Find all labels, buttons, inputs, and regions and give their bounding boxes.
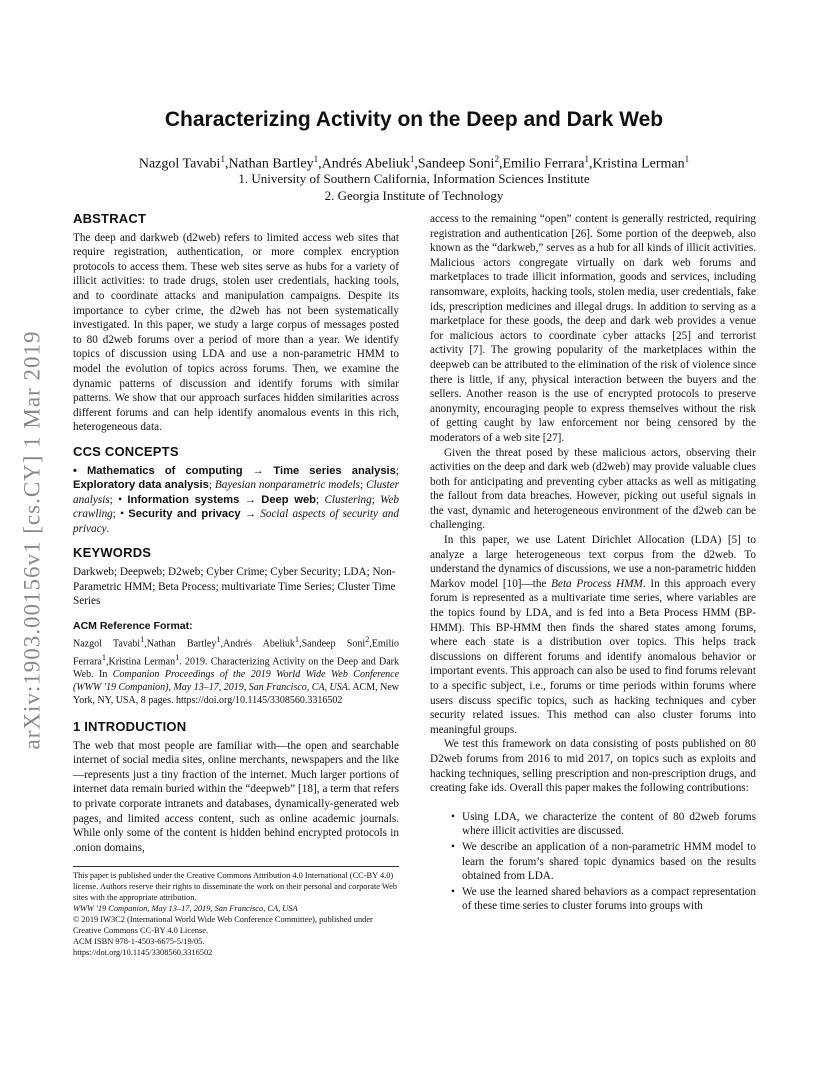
- ccs-sep: ;: [360, 479, 367, 492]
- ref-part: ,Emilio Ferrara: [73, 638, 400, 668]
- body-paragraph: access to the remaining “open” content is generally restricted, requiring registration and authentication [26]. Some portion of the deepweb, also known as the “darkweb,” serves as a hub for all kinds of illicit activities. Malicious actors congregate virtually on dark web forums and marketplaces to trade illicit information, goods and services, including ransomware, exploits, hacking tools, stolen media, user credentials, fake ids, prescription medicines and illegal drugs. In addition to serving as a marketplace for these goods, the deep and dark web provides a venue for malicious actors to coordinate cyber attacks [25] and terrorist activity [7]. The growing popularity of the marketplaces within the deepweb can be attributed to the elimination of the risk of violence since there is little, if any, physical interaction between the buyers and the sellers. Another reason is the use of encrypted protocols to preserve anonymity, encouraging people to express themselves without the risk of getting caught by law enforcement nor being censored by the moderators of a web site [27].: [430, 213, 756, 444]
- doi-note: https://doi.org/10.1145/3308560.3316502: [73, 948, 213, 957]
- list-item-text: We use the learned shared behaviors as a compact representation of these time series to cluster forums into groups with: [462, 885, 756, 913]
- list-item-text: Using LDA, we characterize the content of 80 d2web forums where illicit activities are discussed.: [462, 810, 756, 838]
- affil-mark: 1: [313, 154, 319, 164]
- ccs-term: Deep web: [261, 493, 317, 506]
- keywords-heading: KEYWORDS: [73, 545, 152, 561]
- ccs-sep: ;: [208, 479, 215, 492]
- affil-mark: 1: [684, 154, 690, 164]
- ref-part: ,Andrés Abeliuk: [220, 638, 295, 650]
- bullet-glyph: •: [451, 810, 455, 823]
- ref-part: ,Nathan Bartley: [144, 638, 217, 650]
- author-name: Emilio Ferrara: [502, 156, 585, 172]
- text-run: In this paper, we use Latent Dirichlet Allocation (LDA) [5] to analyze a large heterogeneous text corpus from the d2web. To understand the dynamics of discussions, we use a non-parametric hidden Markov model [10]—the: [430, 534, 756, 590]
- ref-mark: 2: [365, 635, 370, 645]
- ccs-arrow: →: [240, 508, 261, 521]
- acm-ref-heading: ACM Reference Format:: [73, 619, 193, 632]
- copyright-note: © 2019 IW3C2 (International World Wide Web Conference Committee), published under Creative Commons CC-BY 4.0 License.: [73, 915, 373, 935]
- keywords-text: Darkweb; Deepweb; D2web; Cyber Crime; Cyber Security; LDA; Non-Parametric HMM; Beta Process; multivariate Time Series; Cluster Time Series: [73, 566, 396, 608]
- body-paragraph: Given the threat posed by these malicious actors, observing their activities on the deep and dark web (d2web) may provide valuable clues both for anticipating and preventing cyber attacks as well as mitigating the fallout from data breaches. However, picking out useful signals in the vast, dynamic and heterogeneous environment of the d2web can be challenging.: [430, 446, 756, 532]
- ccs-arrow: →: [239, 493, 262, 506]
- abstract-text: The deep and darkweb (d2web) refers to limited access web sites that require registration, authentication, or more complex encryption protocols to access them. These web sites serve as hubs for a variety of illicit activities: to trade drugs, stolen user credentials, hacking tools, and to coordinate attacks and manipulation campaigns. Despite its importance to cyber crime, the d2web has not been systematically investigated. In this paper, we study a large corpus of messages posted to 80 d2web forums over a period of more than a year. We identify topics of discussion using LDA and use a non-parametric HMM to model the evolution of topics across forums. Then, we examine the dynamic patterns of discussion and identify forums with similar patterns. We show that our approach surfaces hidden similarities across different forums and can help identify anomalous events in this rich, heterogeneous data.: [73, 231, 399, 434]
- ccs-heading: CCS CONCEPTS: [73, 443, 179, 459]
- affil-mark: 1: [409, 154, 415, 164]
- ccs-term: • Mathematics of computing: [73, 464, 243, 477]
- ccs-sep: .: [106, 522, 110, 535]
- bullet-glyph: •: [451, 885, 455, 898]
- affil-mark: 1: [220, 154, 225, 164]
- list-item: [430, 810, 756, 839]
- ccs-sep: ; •: [112, 508, 129, 521]
- affiliation-1: 1. University of Southern California, Information Sciences Institute: [238, 171, 590, 186]
- ref-mark: 1: [101, 652, 107, 662]
- contribution-list: [430, 810, 756, 914]
- ref-mark: 1: [140, 635, 145, 645]
- paper-title: Characterizing Activity on the Deep and Dark Web: [164, 108, 664, 131]
- body-paragraph: We test this framework on data consisting of posts published on 80 D2web forums from 2016 to mid 2017, on topics such as exploits and hacking techniques, selling prescription and non-prescription drugs, and creating fake ids. Overall this paper makes the following contributions:: [430, 738, 756, 795]
- text-run: Beta Process HMM: [551, 577, 643, 590]
- ccs-term: Exploratory data analysis: [73, 479, 209, 492]
- ref-mark: 1: [175, 652, 180, 662]
- ccs-term: Security and privacy: [128, 508, 241, 521]
- bullet-glyph: •: [451, 840, 455, 853]
- author-name: Sandeep Soni: [417, 156, 495, 172]
- ccs-concepts: [73, 464, 399, 537]
- intro-heading: 1 INTRODUCTION: [73, 719, 187, 735]
- author-name: Kristina Lerman: [592, 156, 685, 172]
- list-item: [430, 840, 756, 884]
- ccs-term: Bayesian nonparametric models: [214, 479, 360, 492]
- ref-mark: 1: [216, 635, 221, 645]
- license-note: This paper is published under the Creative Commons Attribution 4.0 International (CC-BY 4.0) license. Authors reserve their rights to disseminate the work on their personal and corporate Web sites with the appropriate attribution.: [73, 871, 398, 902]
- ccs-arrow: →: [242, 464, 274, 477]
- affil-mark: 1: [584, 154, 589, 164]
- abstract-heading: ABSTRACT: [73, 211, 147, 226]
- author-list: Nazgol Tavabi$^1$,Nathan Bartley$^1$,Andrés Abeliuk$^1$,Sandeep Soni$^2$,Emilio Ferrara$^1$,Kristina Lerman$^1$: [138, 154, 690, 172]
- text-run: . In this approach every forum is represented as a multivariate time series, where variables are the topics found by LDA, and is fed into a Beta Process HMM (BP-HMM). This BP-HMM then finds the shared states among forums, where each state is a distribution over topics. This helps track discussions on different forums and identify anomalous behavior or important events. This approach can also be used to find forums relevant to a specific subject, i.e., forums or time periods within forums where users discuss specific topics, such as hacking techniques and cyber security related issues. This method can also cluster forums into meaningful groups.: [430, 577, 756, 736]
- ref-part: ,Kristina Lerman: [106, 656, 176, 668]
- ccs-term: Web crawling: [73, 493, 400, 521]
- isbn-note: ACM ISBN 978-1-4503-6675-5/19/05.: [73, 937, 205, 946]
- ccs-sep: ;: [395, 464, 399, 477]
- acm-ref-text: [73, 633, 399, 707]
- list-item: [430, 885, 756, 914]
- ref-part: . 2019. Characterizing Activity on the Deep and Dark Web. In: [73, 656, 400, 681]
- affil-mark: 2: [494, 154, 499, 164]
- intro-text: The web that most people are familiar with—the open and searchable internet of social media sites, online merchants, newspapers and the like—represents just a tiny fraction of the internet. Much larger portions of internet data remain buried within the “deepweb” [18], a term that refers to private corporate intranets and databases, dynamically-generated web pages, and limited access content, such as online academic journals. While only some of the content is hidden behind encrypted protocols in .onion domains,: [73, 739, 399, 854]
- ccs-sep: ;: [316, 493, 325, 506]
- ccs-sep: ;: [371, 493, 381, 506]
- ref-venue: Companion Proceedings of the 2019 World Wide Web Conference (WWW '19 Companion), May 13–17, 2019, San Francisco, CA, USA: [73, 669, 400, 694]
- list-item-text: We describe an application of a non-parametric HMM model to learn the forum’s shared topic dynamics based on the results obtained from LDA.: [462, 840, 756, 883]
- right-column: [430, 212, 756, 915]
- ref-mark: 1: [294, 635, 300, 645]
- left-column: [73, 212, 399, 855]
- author-name: Nazgol Tavabi: [138, 156, 221, 172]
- affiliation-2: 2. Georgia Institute of Technology: [324, 188, 504, 203]
- author-name: Andrés Abeliuk: [321, 156, 410, 172]
- ccs-sep: ; •: [109, 493, 128, 506]
- ccs-term: Time series analysis: [273, 464, 396, 477]
- arxiv-id: arXiv:1903.00156v1 [cs.CY] 1 Mar 2019: [19, 330, 45, 750]
- conf-note: WWW '19 Companion, May 13–17, 2019, San Francisco, CA, USA: [73, 904, 298, 913]
- ccs-term: Social aspects of security and privacy: [73, 508, 399, 535]
- arxiv-sidebar: [18, 280, 46, 800]
- ref-part: ,Sandeep Soni: [299, 638, 366, 650]
- ccs-term: Cluster analysis: [73, 479, 400, 506]
- body-paragraph: [430, 533, 756, 737]
- ccs-term: Information systems: [127, 493, 240, 506]
- ccs-term: Clustering: [324, 493, 372, 506]
- ref-part: Nazgol Tavabi: [73, 638, 141, 650]
- footnote: [73, 866, 399, 958]
- author-name: Nathan Bartley: [228, 156, 314, 172]
- ref-part: . ACM, New York, NY, USA, 8 pages. https://doi.org/10.1145/3308560.3316502: [73, 682, 400, 707]
